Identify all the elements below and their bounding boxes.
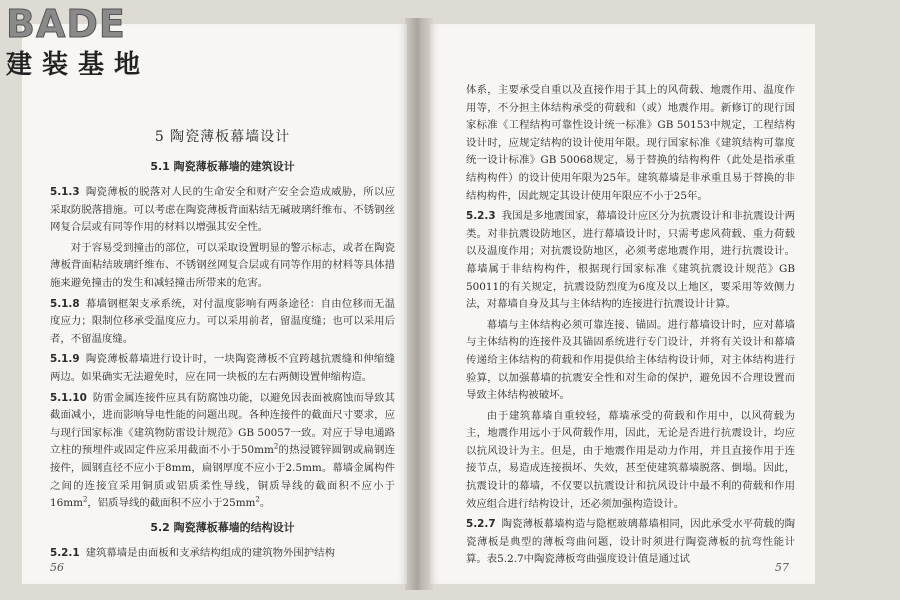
clause-number: 5.2.7: [466, 518, 496, 531]
clause-5-1-10: [50, 390, 395, 513]
book-gutter: [405, 18, 433, 590]
section-heading-5-1: 5.1 陶瓷薄板幕墙的建筑设计: [150, 160, 295, 173]
clause-5-2-1: [50, 545, 395, 563]
logo-chinese-text: 建装基地: [6, 50, 151, 80]
superscript: 2: [82, 495, 88, 504]
clause-text: 建筑幕墙是由面板和支承结构组成的建筑物外围护结构: [85, 546, 335, 559]
clause-text: 陶瓷薄板幕墙构造与隐框玻璃幕墙相同，因此承受水平荷载的陶瓷薄板是典型的薄板弯曲问题，设计时须进行陶瓷薄板的抗弯性能计算。表5.2.7中陶瓷薄板弯曲强度设计值是通过试: [466, 518, 795, 566]
clause-number: 5.1.10: [50, 391, 87, 404]
clause-5-1-9: [50, 351, 395, 386]
clause-number: 5.1.9: [50, 353, 80, 366]
clause-text: 陶瓷薄板的脱落对人民的生命安全和财产安全会造成威胁，所以应采取防脱落措施。可以考虑在陶瓷薄板背面粘结无碱玻璃纤维布、不锈钢丝网复合层或有同等作用的材料以增强其安全性。: [50, 186, 395, 234]
superscript: 2: [273, 442, 279, 451]
clause-5-1-8: [50, 296, 395, 349]
clause-text: 陶瓷薄板幕墙进行设计时，一块陶瓷薄板不宜跨越抗震缝和伸缩缝两边。如果确实无法避免时，应在同一块板的左右两侧设置伸缩构造。: [50, 353, 395, 383]
right-page: [430, 24, 815, 584]
clause-number: 5.1.3: [50, 186, 80, 198]
page-number: 57: [775, 561, 789, 574]
clause-text: 。: [259, 497, 271, 510]
clause-text: 我国是多地震国家，幕墙设计应区分为抗震设计和非抗震设计两类。对非抗震设防地区，进行幕墙设计时，只需考虑风荷载、重力荷载以及温度作用；对抗震设防地区，必须考虑地震作用，进行抗震设计。幕墙属于非结构构件，根据现行国家标准《建筑抗震设计规范》GB 50011的有关规定，抗震设防烈度为6度及以上地区，要采用等效侧力法，对幕墙自身及其与主体结构的连接进行抗震设计计算。: [466, 210, 795, 311]
clause-5-2-7: [466, 516, 795, 569]
section-heading-5-2: 5.2 陶瓷薄板幕墙的结构设计: [150, 520, 295, 534]
superscript: 2: [255, 495, 260, 504]
site-logo: [6, 4, 171, 84]
clause-number: 5.1.8: [50, 297, 80, 310]
clause-text: 防雷金属连接件应具有防腐蚀功能，以避免因表面被腐蚀而导致其截面减小，进而影响导电性能的问题出现。各种连接件的截面尺寸要求，应与现行国家标准《建筑物防雷设计规范》GB 50057一致。对应于导电通路立柱的预埋件或固定件应采用截面不小于50mm: [50, 391, 395, 457]
paragraph-continued: 体系，主要承受自重以及直接作用于其上的风荷载、地震作用、温度作用等，不分担主体结构承受的荷载和（或）地震作用。新修订的现行国家标准《工程结构可靠性设计统一标准》GB 50153中规定，工程结构设计时，应规定结构的设计使用年限。现行国家标准《建筑结构可靠度统一设计标准》GB 50068规定，易于替换的结构构件（此处是指承重结构构件）的设计使用年限为25年。建筑幕墙是非承重且易于替换的非结构构件，因此规定其设计使用年限应不小于25年。: [466, 84, 795, 202]
paragraph: 对于容易受到撞击的部位，可以采取设置明显的警示标志，或者在陶瓷薄板背面粘结玻璃纤维布、不锈钢丝网复合层或有同等作用的材料等具体措施来避免撞击的发生和减轻撞击所带来的危害。: [50, 241, 395, 289]
clause-number: 5.2.3: [466, 210, 496, 223]
clause-text: 幕墙钢框架支承系统，对付温度影响有两条途径：自由位移而无温度应力；限制位移承受温度应力。可以采用前者，留温度缝；也可以采用后者，不留温度缝。: [50, 297, 395, 345]
clause-number: 5.2.1: [50, 546, 80, 559]
clause-5-2-3: [466, 208, 795, 314]
paragraph: 由于建筑幕墙自重较轻，幕墙承受的荷载和作用中，以风荷载为主，地震作用远小于风荷载作用，因此，无论是否进行抗震设计，均应以抗风设计为主。但是，由于地震作用是动力作用，并且直接作用于连接节点，易造成连接损坏、失效，甚至使建筑幕墙脱落、倒塌。因此，抗震设计的幕墙，不仅要以抗震设计和抗风设计中最不利的荷载和作用效应组合进行结构设计，还必须加强构造设计。: [466, 409, 795, 510]
page-number: 56: [50, 561, 64, 574]
clause-text: ，铝质导线的截面积不应小于25mm: [87, 497, 256, 510]
left-page: [22, 24, 407, 584]
logo-latin-text: BADE: [6, 2, 126, 46]
paragraph: 幕墙与主体结构必须可靠连接、锚固。进行幕墙设计时，应对幕墙与主体结构的连接件及其锚固系统进行专门设计，并将有关设计和幕墙传递给主体结构的荷载和作用提供给主体结构设计师，对主体结构进行验算，以加强幕墙的抗震安全性和对生命的保护，避免因不合理设置而导致主体结构被破坏。: [466, 318, 795, 402]
clause-5-1-3: [50, 184, 395, 237]
chapter-title: 5 陶瓷薄板幕墙设计: [154, 129, 291, 145]
clause-text: 的热浸镀锌圆钢或扁钢连接件，圆钢直径不应小于8mm，扁钢厚度不应小于2.5mm。幕墙金属构件之间的连接宜采用铜质或铝质柔性导线，铜质导线的截面积不应小于16mm: [50, 444, 396, 510]
